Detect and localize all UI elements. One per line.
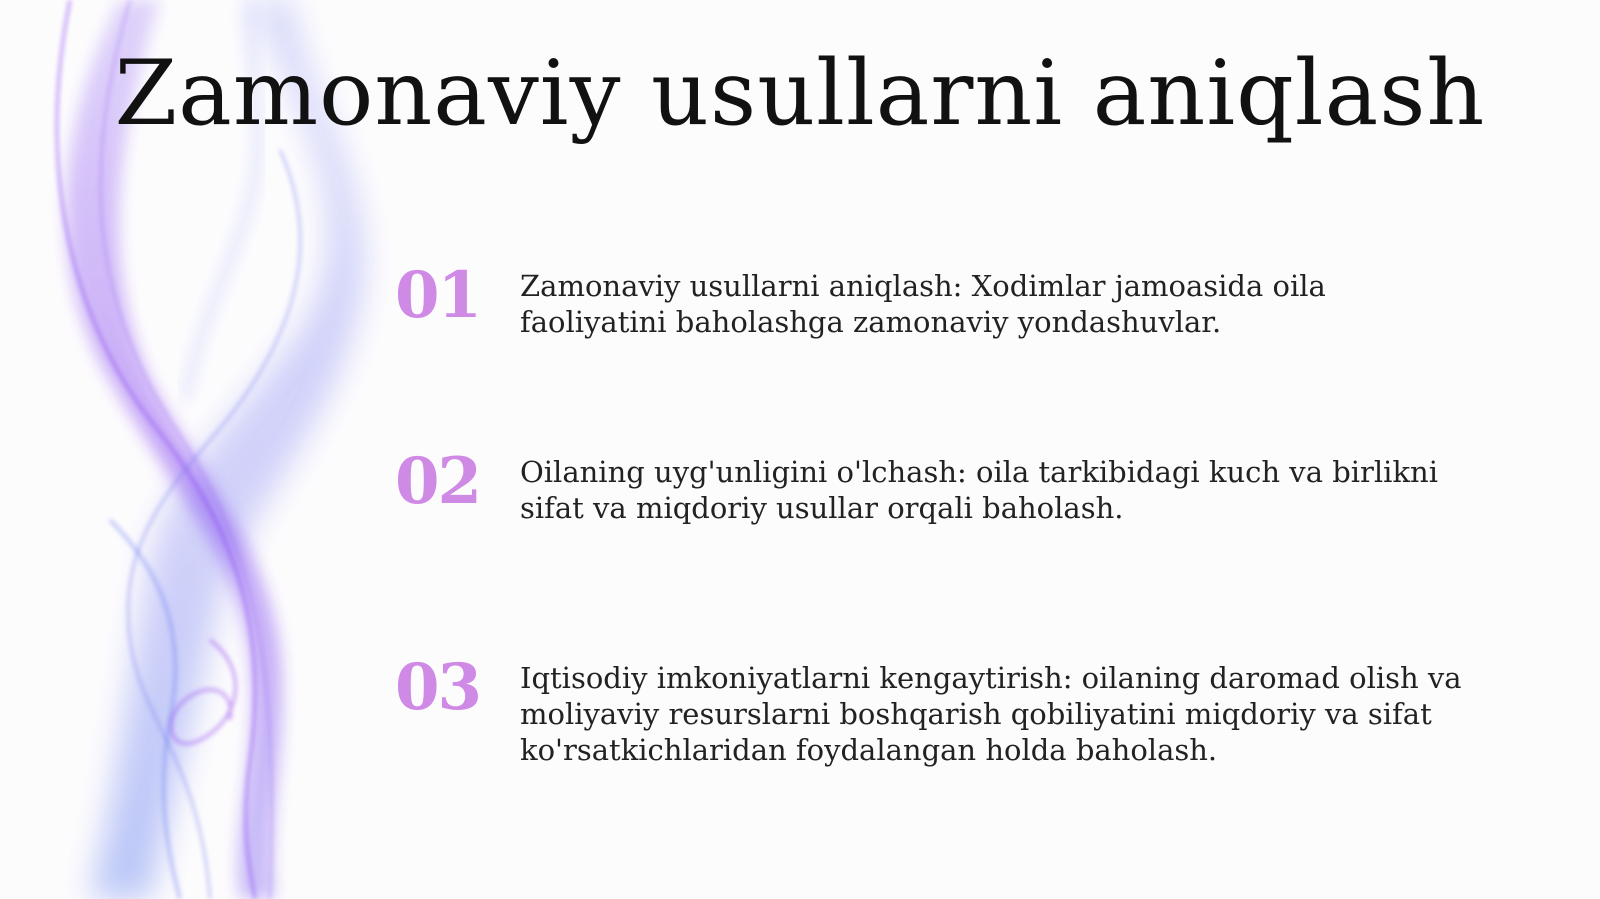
item-text: Zamonaviy usullarni aniqlash: Xodimlar jamoasida oila faoliyatini baholashga zamonaviy yondashuvlar. — [520, 269, 1326, 339]
item-number: 02 — [395, 444, 481, 519]
item-number: 01 — [395, 258, 481, 333]
item-text: Iqtisodiy imkoniyatlarni kengaytirish: oilaning daromad olish va moliyaviy resurslarni boshqarish qobiliyatini miqdoriy va sifat ko'rsatkichlaridan foydalangan holda baholash. — [520, 661, 1462, 767]
list-item — [395, 258, 1465, 340]
slide-title: Zamonaviy usullarni aniqlash — [114, 41, 1486, 146]
list-item — [395, 650, 1465, 768]
item-number: 03 — [395, 650, 481, 725]
list-item — [395, 444, 1465, 526]
item-text: Oilaning uyg'unligini o'lchash: oila tarkibidagi kuch va birlikni sifat va miqdoriy usullar orqali baholash. — [520, 455, 1438, 525]
